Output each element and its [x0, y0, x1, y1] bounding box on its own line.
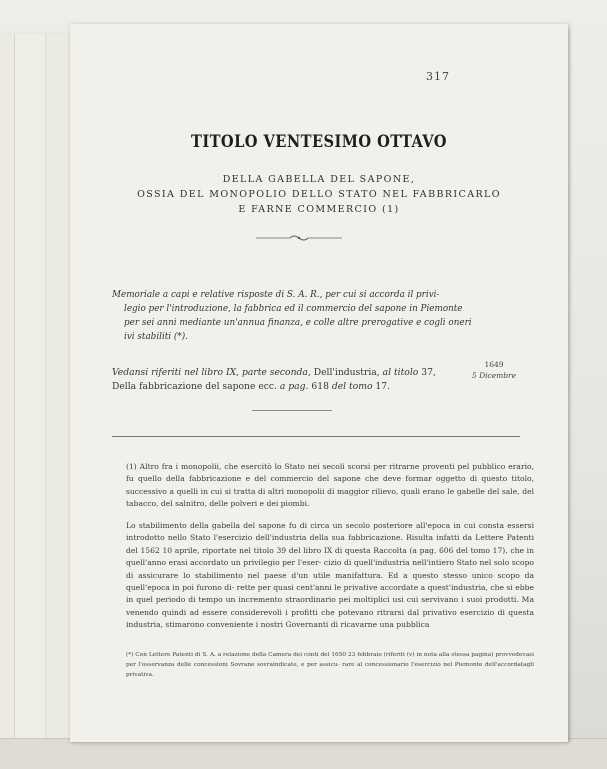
- subtitle-line-2: OSSIA DEL MONOPOLIO DELLO STATO NEL FABBRICARLO: [137, 189, 501, 200]
- ref-title: 37, Della fabbricazione del sapone ecc.: [112, 367, 436, 392]
- ref-tomo-word: del tomo: [331, 381, 373, 392]
- ref-page-word: a pag.: [279, 381, 309, 392]
- ref-section: Dell'industria,: [310, 367, 383, 378]
- footnote-2: Lo stabilimento della gabella del sapone fu di circa un secolo posteriore all'epoca in cui consta essersi introdotto nello Stato l'esercizio dell'industria della sua fabbricazione. Risulta infatti da Lettere Patenti del 1562 10 aprile, riportate nel titolo 39 del libro IX di questa Raccolta (a pag. 606 del tomo 17), che in quell'anno erasi accordato un privilegio per l'eser- cizio di quell'industria nell'intiero Stato nel solo scopo di assicurare lo stabilimento nel paese d'un utile manifattura. Ed a questo stesso unico scopo da quell'epoca in poi furono di- rette per quasi cent'anni le privative accordate a quest'industria, che si ebbe in quel periodo di tempo un incremento straordinario pei moltiplici usi cui servivano i suoi prodotti. Ma venendo quindi ad essere considerevoli i profitti che potevano ritrarsi dal privativo esercizio di questa industria, stimarono conveniente i nostri Governanti di ricavarne una pubblica: [126, 521, 534, 630]
- ornament-divider: [254, 233, 344, 243]
- ref-tomo: 17.: [372, 381, 391, 392]
- document-page: [70, 24, 568, 742]
- memoriale-line-1: Memoriale a capi e relative risposte di S. A. R., per cui si accorda il privi-: [112, 290, 440, 300]
- bottom-footnote: (*) Con Lettere Patenti di S. A. a relazione della Camera dei conti del 1650 23 febbraio (riferiti (v) in nota alla stessa pagina) provvedevasi per l'osservanza delle concessioni Sovrane sovraindicate, e per assicu- rare al concessionario l'esercizio nel Piemonte dell'accordatagli privativa.: [126, 652, 534, 678]
- footnote-divider: [112, 436, 520, 437]
- ref-page: 618: [308, 381, 332, 392]
- memoriale-heading: [112, 288, 514, 344]
- short-divider: [252, 410, 332, 411]
- margin-date: 5 Dicembre: [471, 371, 517, 380]
- chapter-title: TITOLO VENTESIMO OTTAVO: [191, 132, 447, 152]
- margin-year: 1649: [484, 360, 504, 369]
- ref-title-word: al titolo: [382, 367, 419, 378]
- bottom-sheet-edge: [0, 738, 607, 769]
- page-number: 317: [426, 70, 450, 83]
- margin-date-note: [454, 359, 534, 381]
- memoriale-line-2: legio per l'introduzione, la fabbrica ed il commercio del sapone in Piemonte: [124, 304, 463, 314]
- cross-reference: [112, 366, 452, 394]
- subtitle-line-3: E FARNE COMMERCIO (1): [238, 204, 400, 215]
- underlying-sheet-edge: [14, 34, 46, 746]
- memoriale-line-3: per sei anni mediante un'annua finanza, e colle altre prerogative e cogli oneri: [124, 318, 472, 328]
- subtitle-line-1: DELLA GABELLA DEL SAPONE,: [222, 174, 416, 185]
- memoriale-line-4: ivi stabiliti (*).: [124, 332, 188, 342]
- ref-intro: Vedansi riferiti nel libro IX, parte seconda,: [112, 367, 311, 378]
- footnote-1: (1) Altro fra i monopolii, che esercitò lo Stato nei secoli scorsi per ritrarne proventi pel pubblico erario, fu quello della fabbricazione e del commercio del sapone che deve formar oggetto di questo titolo, successivo a quelli in cui si tratta di altri monopolii di maggior rilievo, quali erano le gabelle del sale, del tabacco, del salnitro, delle polveri e dei piombi.: [126, 462, 534, 509]
